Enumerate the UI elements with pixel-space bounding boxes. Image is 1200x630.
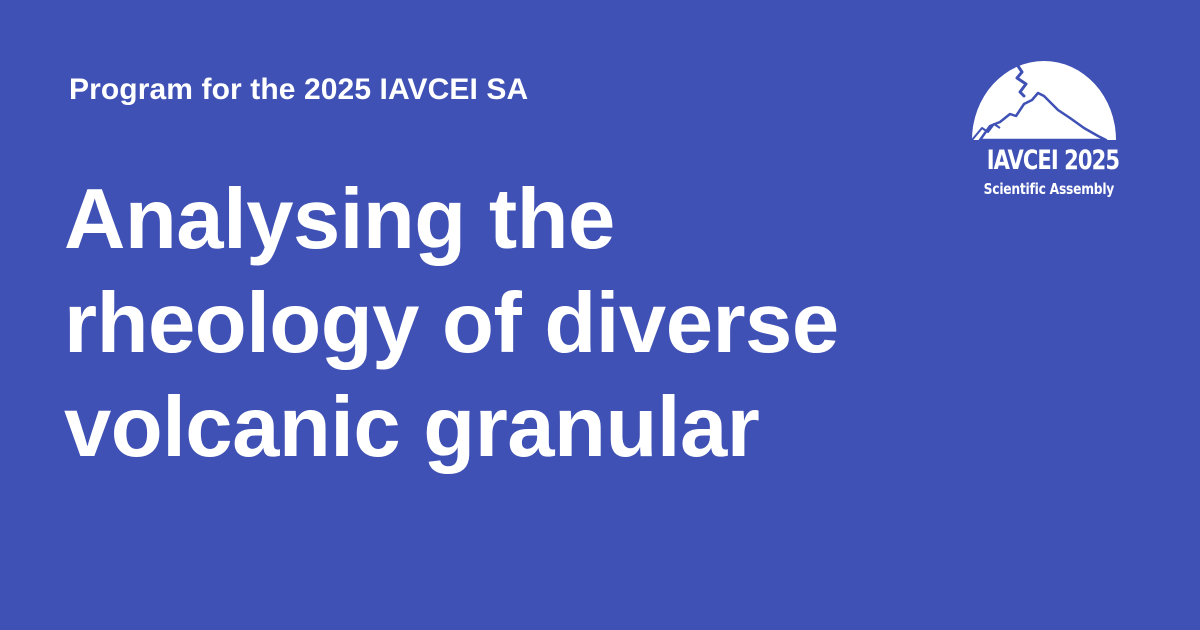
iavcei-logo — [966, 58, 1122, 204]
program-label: Program for the 2025 IAVCEI SA — [69, 73, 529, 106]
logo-title: IAVCEI 2025 — [986, 145, 1120, 176]
title-line-1: Analysing the — [64, 172, 615, 267]
logo-subtitle: Scientific Assembly — [983, 180, 1115, 198]
session-title — [64, 168, 924, 480]
title-line-3: volcanic granular — [64, 380, 760, 475]
title-line-2: rheology of diverse — [64, 276, 839, 371]
